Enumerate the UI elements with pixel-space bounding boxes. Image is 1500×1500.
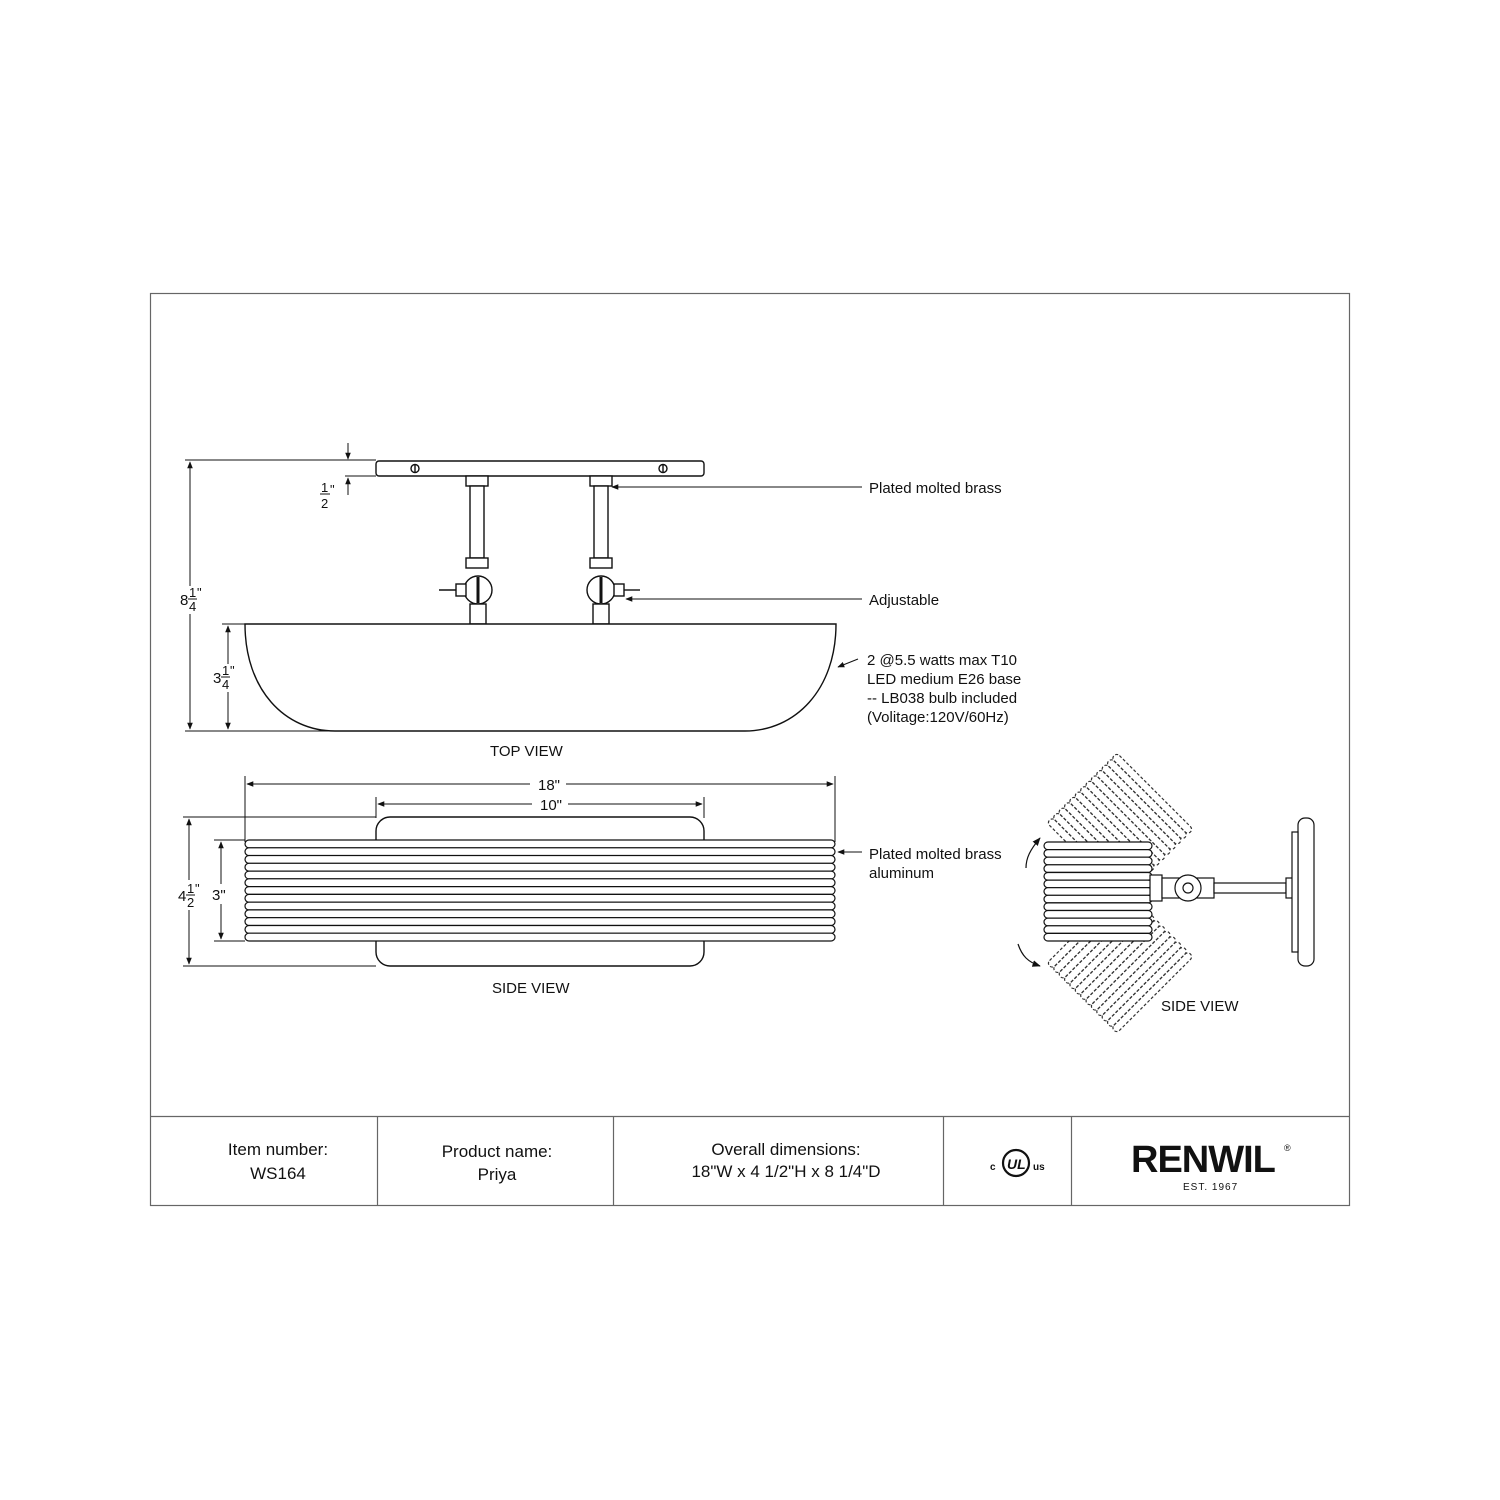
ghost-rib <box>1111 753 1193 835</box>
svg-text:1: 1 <box>187 881 195 896</box>
profile-rib <box>1044 865 1152 873</box>
dim-height-inner: 3" <box>212 887 226 904</box>
shade-rib <box>245 871 835 879</box>
overall-dimensions-label: Overall dimensions: <box>711 1140 861 1159</box>
svg-text:UL: UL <box>1007 1156 1026 1172</box>
svg-text:": " <box>330 482 335 497</box>
arm-right <box>590 476 612 486</box>
svg-text:4: 4 <box>178 888 187 905</box>
ghost-rib <box>1106 946 1188 1028</box>
svg-text:8: 8 <box>180 592 189 609</box>
shade-ribs <box>245 840 835 941</box>
item-number-label: Item number: <box>227 1140 329 1159</box>
svg-text:RENWIL: RENWIL <box>1131 1139 1275 1181</box>
profile-rib <box>1044 926 1152 934</box>
profile-rib <box>1044 895 1152 903</box>
item-number-value: WS164 <box>250 1164 306 1183</box>
ghost-rib <box>1101 764 1183 846</box>
svg-text:2: 2 <box>321 496 329 511</box>
view-label-side-alt: SIDE VIEW <box>1161 998 1239 1015</box>
shade-rib <box>245 887 835 895</box>
title-block-dividers <box>378 1116 1072 1206</box>
shade-rib <box>245 840 835 848</box>
svg-text:1: 1 <box>189 585 197 600</box>
profile-rib <box>1044 857 1152 865</box>
profile-rib <box>1044 873 1152 881</box>
overall-dimensions-value: 18"W x 4 1/2"H x 8 1/4"D <box>691 1162 881 1181</box>
dim-shade-depth <box>210 663 240 692</box>
callout-bulb-line2: LED medium E26 base <box>867 671 1022 688</box>
svg-text:c: c <box>990 1162 996 1173</box>
view-label-top: TOP VIEW <box>490 743 563 760</box>
shade-rib <box>245 933 835 941</box>
dim-plate-thickness <box>320 480 335 511</box>
ghost-rib <box>1106 758 1188 840</box>
shade-rib <box>245 863 835 871</box>
profile-arm-rod <box>1214 883 1286 893</box>
svg-text:2: 2 <box>187 895 195 910</box>
ul-certification-icon <box>990 1150 1045 1176</box>
product-name-value: Priya <box>477 1165 517 1184</box>
ghost-rib <box>1111 951 1193 1033</box>
shade-rib <box>245 894 835 902</box>
profile-knuckle-block <box>1150 875 1162 901</box>
product-name-label: Product name: <box>441 1142 553 1161</box>
svg-text:": " <box>197 585 202 600</box>
shade-rib <box>245 902 835 910</box>
svg-text:4: 4 <box>189 599 197 614</box>
callout-plate-finish: Plated molted brass <box>869 480 1002 497</box>
renwil-logo <box>1131 1139 1291 1193</box>
top-view-drawing <box>245 461 836 731</box>
rotate-down-arrow-icon <box>1018 944 1040 966</box>
shade-rib <box>245 918 835 926</box>
profile-rib <box>1044 842 1152 850</box>
callout-adjustable: Adjustable <box>869 592 940 609</box>
view-label-side: SIDE VIEW <box>492 980 570 997</box>
svg-text:": " <box>230 663 235 678</box>
ghost-rib <box>1090 930 1172 1012</box>
svg-text:®: ® <box>1284 1143 1291 1153</box>
svg-text:3: 3 <box>213 670 222 687</box>
svg-text:us: us <box>1033 1162 1045 1173</box>
svg-text:1: 1 <box>321 480 329 495</box>
shade-rib <box>245 926 835 934</box>
dim-width-inner: 10" <box>540 797 563 814</box>
profile-view-drawing <box>1018 753 1314 1033</box>
profile-rib <box>1044 850 1152 858</box>
ghost-rib <box>1095 769 1177 851</box>
dim-width-outer: 18" <box>538 777 561 794</box>
shade-top-profile <box>245 624 836 731</box>
profile-rib <box>1044 933 1152 941</box>
shade-rib <box>245 848 835 856</box>
profile-rib <box>1044 903 1152 911</box>
callout-shade-finish-line2: aluminum <box>869 865 935 882</box>
dim-overall-depth <box>174 585 204 614</box>
shade-rib <box>245 879 835 887</box>
profile-wall-canopy <box>1298 818 1314 966</box>
callout-bulb-line1: 2 @5.5 watts max T10 <box>867 652 1018 669</box>
profile-rib <box>1044 911 1152 919</box>
svg-text:4: 4 <box>222 677 230 692</box>
profile-rib <box>1044 880 1152 888</box>
shade-rib <box>245 856 835 864</box>
arm-left <box>466 476 488 486</box>
dim-height <box>174 880 204 910</box>
svg-text:EST. 1967: EST. 1967 <box>1183 1182 1239 1193</box>
callout-bulb-line3: -- LB038 bulb included <box>867 690 1018 707</box>
shade-rib <box>245 910 835 918</box>
wall-plate <box>376 461 704 476</box>
profile-rib <box>1044 918 1152 926</box>
rotate-up-arrow-icon <box>1026 838 1040 868</box>
sheet-border <box>151 294 1350 1206</box>
profile-rib <box>1044 888 1152 896</box>
shade-profile-ribs <box>1044 842 1152 941</box>
svg-text:": " <box>195 881 200 896</box>
callout-shade-finish-line1: Plated molted brass <box>869 846 1002 863</box>
callout-bulb-line4: (Volitage:120V/60Hz) <box>867 709 1009 726</box>
svg-text:1: 1 <box>222 663 230 678</box>
